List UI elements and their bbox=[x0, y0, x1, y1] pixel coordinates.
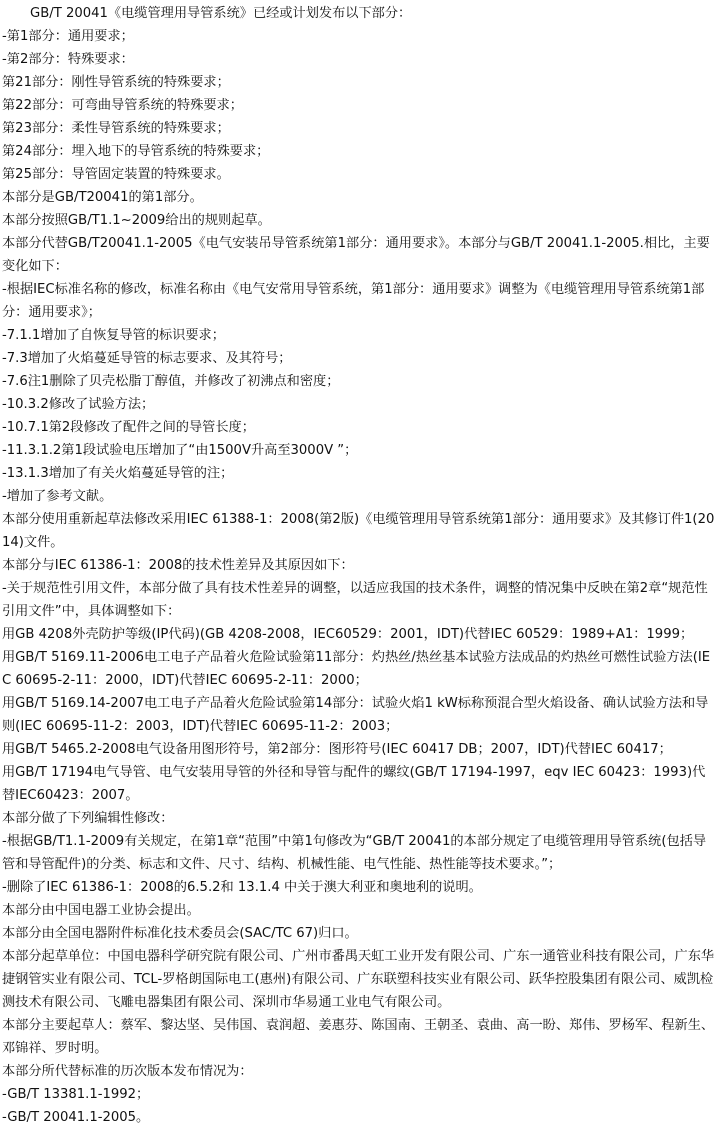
history-item: -GB/T 20041.1-2005。 bbox=[2, 1110, 150, 1125]
paragraph-line: 本部分是GB/T20041的第1部分。 bbox=[2, 190, 203, 205]
change-item: -增加了参考文献。 bbox=[2, 489, 113, 504]
part-25-line: 第25部分：导管固定装置的特殊要求。 bbox=[2, 167, 230, 182]
intro-line: GB/T 20041《电缆管理用导管系统》已经或计划发布以下部分： bbox=[30, 6, 412, 21]
reference-item: 用GB/T 5169.14-2007电工电子产品着火危险试验第14部分：试验火焰1 kW标称预混合型火焰设备、确认试验方法和导则(IEC 60695-11-2：2003，IDT)代替IEC 60695-11-2：2003； bbox=[2, 696, 709, 734]
change-item: -7.6注1删除了贝壳松脂丁醇值，并修改了初沸点和密度； bbox=[2, 374, 340, 389]
reference-item: 用GB/T 17194电气导管、电气安装用导管的外径和导管与配件的螺纹(GB/T 17194-1997，eqv IEC 60423：1993)代替IEC60423：2007。 bbox=[2, 765, 706, 803]
change-item: -10.3.2修改了试验方法； bbox=[2, 397, 155, 412]
part-23-line: 第23部分：柔性导管系统的特殊要求； bbox=[2, 121, 230, 136]
part-2-line: -第2部分：特殊要求： bbox=[2, 52, 134, 67]
editorial-item: -根据GB/T1.1-2009有关规定，在第1章“范围”中第1句修改为“GB/T 20041的本部分规定了电缆管理用导管系统(包括导管和导管配件)的分类、标志和文件、尺寸、结构、机械性能、电气性能、热性能等技术要求。”； bbox=[2, 834, 707, 872]
part-24-line: 第24部分：埋入地下的导管系统的特殊要求； bbox=[2, 144, 270, 159]
reference-item: 用GB/T 5465.2-2008电气设备用图形符号，第2部分：图形符号(IEC 60417 DB；2007，IDT)代替IEC 60417； bbox=[2, 742, 672, 757]
paragraph-line: 本部分与IEC 61386-1：2008的技术性差异及其原因如下： bbox=[2, 558, 354, 573]
difference-item: -关于规范性引用文件，本部分做了具有技术性差异的调整，以适应我国的技术条件，调整的情况集中反映在第2章“规范性引用文件”中，具体调整如下： bbox=[2, 581, 708, 619]
change-item: -7.3增加了火焰蔓延导管的标志要求、及其符号； bbox=[2, 351, 292, 366]
reference-item: 用GB 4208外壳防护等级(IP代码)(GB 4208-2008，IEC60529：2001，IDT)代替IEC 60529：1989+A1：1999； bbox=[2, 627, 694, 642]
paragraph-line: 本部分由全国电器附件标准化技术委员会(SAC/TC 67)归口。 bbox=[2, 926, 358, 941]
paragraph-line: 本部分做了下列编辑性修改： bbox=[2, 811, 174, 826]
part-21-line: 第21部分：刚性导管系统的特殊要求； bbox=[2, 75, 230, 90]
drafters: 本部分主要起草人：蔡军、黎达坚、吴伟国、袁润超、姜惠芬、陈国南、王朝圣、袁曲、高一盼、郑伟、罗杨军、程新生、邓锦祥、罗时明。 bbox=[2, 1018, 715, 1056]
change-item: -7.1.1增加了自恢复导管的标识要求； bbox=[2, 328, 225, 343]
change-item: -13.1.3增加了有关火焰蔓延导管的注； bbox=[2, 466, 234, 481]
change-item: -11.3.1.2第1段试验电压增加了“由1500V升高至3000V ”； bbox=[2, 443, 358, 458]
document-body bbox=[2, 0, 716, 1129]
paragraph-line: 本部分由中国电器工业协会提出。 bbox=[2, 903, 200, 918]
editorial-item: -删除了IEC 61386-1：2008的6.5.2和 13.1.4 中关于澳大利亚和奥地利的说明。 bbox=[2, 880, 482, 895]
paragraph-line: 本部分使用重新起草法修改采用IEC 61388-1：2008(第2版)《电缆管理用导管系统第1部分：通用要求》及其修订件1(2014)文件。 bbox=[2, 512, 715, 550]
reference-item: 用GB/T 5169.11-2006电工电子产品着火危险试验第11部分：灼热丝/热丝基本试验方法成品的灼热丝可燃性试验方法(IEC 60695-2-11：2000，IDT)代替IEC 60695-2-11：2000； bbox=[2, 650, 711, 688]
change-item: -10.7.1第2段修改了配件之间的导管长度； bbox=[2, 420, 255, 435]
drafting-units: 本部分起草单位：中国电器科学研究院有限公司、广州市番禺天虹工业开发有限公司、广东一通管业科技有限公司，广东华捷钢管实业有限公司、TCL-罗格朗国际电工(惠州)有限公司、广东联塑科技实业有限公司、跃华控股集团有限公司、威凯检测技术有限公司、飞雕电器集团有限公司、深圳市华易通工业电气有限公司。 bbox=[2, 949, 715, 1010]
history-item: -GB/T 13381.1-1992； bbox=[2, 1087, 150, 1102]
paragraph-line: 本部分代替GB/T20041.1-2005《电气安装吊导管系统第1部分：通用要求》。本部分与GB/T 20041.1-2005.相比，主要变化如下： bbox=[2, 236, 710, 274]
part-22-line: 第22部分：可弯曲导管系统的特殊要求； bbox=[2, 98, 243, 113]
part-1-line: -第1部分：通用要求； bbox=[2, 29, 134, 44]
change-item: -根据IEC标准名称的修改，标准名称由《电气安常用导管系统，第1部分：通用要求》调整为《电缆管理用导管系统第1部分：通用要求》； bbox=[2, 282, 705, 320]
paragraph-line: 本部分所代替标准的历次版本发布情况为： bbox=[2, 1064, 253, 1079]
paragraph-line: 本部分按照GB/T1.1~2009给出的规则起草。 bbox=[2, 213, 271, 228]
